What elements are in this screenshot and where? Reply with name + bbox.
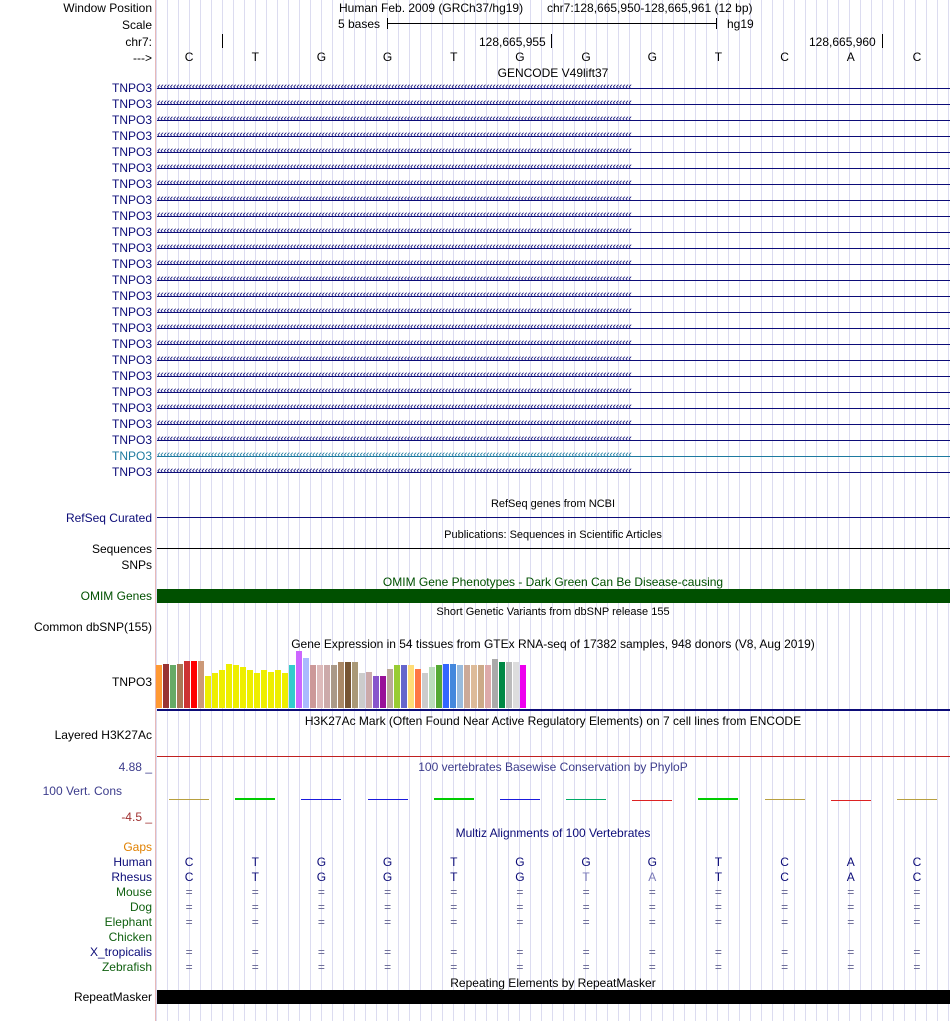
alignment-base: =: [714, 945, 722, 959]
strand-arrows: ‹‹‹‹‹‹‹‹‹‹‹‹‹‹‹‹‹‹‹‹‹‹‹‹‹‹‹‹‹‹‹‹‹‹‹‹‹‹‹‹‹‹‹‹‹‹‹‹‹‹‹‹‹‹‹‹‹‹‹‹‹‹‹‹‹‹‹‹‹‹‹‹‹‹‹‹‹‹‹‹‹‹‹‹‹‹‹‹‹‹‹‹‹‹‹‹‹‹‹‹‹‹‹‹‹‹‹‹‹‹‹‹‹‹‹‹‹‹‹‹‹‹‹‹‹‹‹‹‹‹‹‹‹‹‹‹‹‹‹‹‹‹‹‹‹‹‹‹‹‹: [157, 241, 632, 253]
alignment-base: =: [582, 945, 590, 959]
gencode-transcript-label[interactable]: TNPO3: [111, 193, 152, 207]
h3k27ac-track-title: H3K27Ac Mark (Often Found Near Active Regulatory Elements) on 7 cell lines from ENCODE: [304, 714, 802, 728]
gtex-tissue-bar[interactable]: [499, 662, 505, 708]
gencode-transcript-label[interactable]: TNPO3: [111, 129, 152, 143]
alignment-base: T: [582, 870, 590, 884]
alignment-base: =: [781, 915, 789, 929]
base-letter: G: [647, 50, 657, 64]
gtex-tissue-bar[interactable]: [464, 665, 470, 708]
gtex-tissue-bar[interactable]: [478, 665, 484, 708]
position-text: chr7:128,665,950-128,665,961 (12 bp): [547, 1, 753, 15]
alignment-base: =: [582, 885, 590, 899]
phylop-score-mark[interactable]: [434, 798, 474, 800]
alignment-base: =: [384, 915, 392, 929]
alignment-base: =: [384, 900, 392, 914]
gtex-tissue-bar[interactable]: [520, 665, 526, 708]
gencode-transcript-label[interactable]: TNPO3: [111, 305, 152, 319]
alignment-base: =: [317, 945, 325, 959]
publications-track-label[interactable]: Sequences: [91, 542, 152, 556]
alignment-base: =: [847, 900, 855, 914]
refseq-track-label[interactable]: RefSeq Curated: [65, 511, 152, 525]
gencode-transcript-label[interactable]: TNPO3: [111, 321, 152, 335]
gtex-tissue-bar[interactable]: [373, 676, 379, 708]
multiz-gaps-label: Gaps: [123, 840, 152, 854]
gencode-transcript-label[interactable]: TNPO3: [111, 97, 152, 111]
base-letter: C: [184, 50, 194, 64]
alignment-base: =: [251, 900, 259, 914]
gtex-tissue-bar[interactable]: [261, 670, 267, 708]
publications-line[interactable]: [157, 548, 950, 549]
gtex-tissue-bar[interactable]: [156, 665, 162, 708]
phylop-score-mark[interactable]: [368, 799, 408, 800]
alignment-base: C: [780, 870, 789, 884]
base-letter: C: [912, 50, 922, 64]
gtex-tissue-bar[interactable]: [401, 665, 407, 708]
strand-label: --->: [133, 51, 152, 65]
base-letter: G: [382, 50, 393, 64]
phylop-score-mark[interactable]: [169, 799, 209, 800]
gtex-tissue-bar[interactable]: [212, 673, 218, 708]
strand-arrows: ‹‹‹‹‹‹‹‹‹‹‹‹‹‹‹‹‹‹‹‹‹‹‹‹‹‹‹‹‹‹‹‹‹‹‹‹‹‹‹‹‹‹‹‹‹‹‹‹‹‹‹‹‹‹‹‹‹‹‹‹‹‹‹‹‹‹‹‹‹‹‹‹‹‹‹‹‹‹‹‹‹‹‹‹‹‹‹‹‹‹‹‹‹‹‹‹‹‹‹‹‹‹‹‹‹‹‹‹‹‹‹‹‹‹‹‹‹‹‹‹‹‹‹‹‹‹‹‹‹‹‹‹‹‹‹‹‹‹‹‹‹‹‹‹‹‹‹‹‹‹: [157, 433, 632, 445]
strand-arrows: ‹‹‹‹‹‹‹‹‹‹‹‹‹‹‹‹‹‹‹‹‹‹‹‹‹‹‹‹‹‹‹‹‹‹‹‹‹‹‹‹‹‹‹‹‹‹‹‹‹‹‹‹‹‹‹‹‹‹‹‹‹‹‹‹‹‹‹‹‹‹‹‹‹‹‹‹‹‹‹‹‹‹‹‹‹‹‹‹‹‹‹‹‹‹‹‹‹‹‹‹‹‹‹‹‹‹‹‹‹‹‹‹‹‹‹‹‹‹‹‹‹‹‹‹‹‹‹‹‹‹‹‹‹‹‹‹‹‹‹‹‹‹‹‹‹‹‹‹‹‹: [157, 113, 632, 125]
alignment-base: =: [781, 945, 789, 959]
alignment-base: =: [913, 915, 921, 929]
gtex-tissue-bar[interactable]: [219, 670, 225, 708]
dbsnp-track-label[interactable]: Common dbSNP(155): [33, 620, 152, 634]
chrom-label: chr7:: [125, 35, 152, 49]
gencode-transcript-label[interactable]: TNPO3: [111, 209, 152, 223]
strand-arrows: ‹‹‹‹‹‹‹‹‹‹‹‹‹‹‹‹‹‹‹‹‹‹‹‹‹‹‹‹‹‹‹‹‹‹‹‹‹‹‹‹‹‹‹‹‹‹‹‹‹‹‹‹‹‹‹‹‹‹‹‹‹‹‹‹‹‹‹‹‹‹‹‹‹‹‹‹‹‹‹‹‹‹‹‹‹‹‹‹‹‹‹‹‹‹‹‹‹‹‹‹‹‹‹‹‹‹‹‹‹‹‹‹‹‹‹‹‹‹‹‹‹‹‹‹‹‹‹‹‹‹‹‹‹‹‹‹‹‹‹‹‹‹‹‹‹‹‹‹‹‹: [157, 81, 632, 93]
alignment-base: =: [317, 900, 325, 914]
alignment-base: C: [912, 855, 922, 869]
alignment-base: =: [648, 960, 656, 974]
strand-arrows: ‹‹‹‹‹‹‹‹‹‹‹‹‹‹‹‹‹‹‹‹‹‹‹‹‹‹‹‹‹‹‹‹‹‹‹‹‹‹‹‹‹‹‹‹‹‹‹‹‹‹‹‹‹‹‹‹‹‹‹‹‹‹‹‹‹‹‹‹‹‹‹‹‹‹‹‹‹‹‹‹‹‹‹‹‹‹‹‹‹‹‹‹‹‹‹‹‹‹‹‹‹‹‹‹‹‹‹‹‹‹‹‹‹‹‹‹‹‹‹‹‹‹‹‹‹‹‹‹‹‹‹‹‹‹‹‹‹‹‹‹‹‹‹‹‹‹‹‹‹‹: [157, 321, 632, 333]
gtex-tissue-bar[interactable]: [387, 669, 393, 708]
ruler-tick: [551, 34, 552, 48]
gtex-tissue-bar[interactable]: [310, 665, 316, 708]
alignment-base: A: [648, 870, 657, 884]
alignment-base: =: [185, 885, 193, 899]
alignment-base: =: [317, 915, 325, 929]
phylop-score-mark[interactable]: [897, 799, 937, 800]
gencode-transcript-label[interactable]: TNPO3: [111, 385, 152, 399]
alignment-base: =: [450, 900, 458, 914]
alignment-base: =: [516, 960, 524, 974]
gencode-transcript-label[interactable]: TNPO3: [111, 177, 152, 191]
alignment-base: =: [516, 900, 524, 914]
gtex-tissue-bar[interactable]: [408, 665, 414, 708]
base-letter: G: [515, 50, 525, 64]
alignment-base: =: [781, 900, 789, 914]
gencode-transcript-label[interactable]: TNPO3: [111, 145, 152, 159]
gtex-tissue-bar[interactable]: [205, 676, 211, 708]
ruler-tick: [882, 34, 883, 48]
alignment-base: =: [317, 885, 325, 899]
strand-arrows: ‹‹‹‹‹‹‹‹‹‹‹‹‹‹‹‹‹‹‹‹‹‹‹‹‹‹‹‹‹‹‹‹‹‹‹‹‹‹‹‹‹‹‹‹‹‹‹‹‹‹‹‹‹‹‹‹‹‹‹‹‹‹‹‹‹‹‹‹‹‹‹‹‹‹‹‹‹‹‹‹‹‹‹‹‹‹‹‹‹‹‹‹‹‹‹‹‹‹‹‹‹‹‹‹‹‹‹‹‹‹‹‹‹‹‹‹‹‹‹‹‹‹‹‹‹‹‹‹‹‹‹‹‹‹‹‹‹‹‹‹‹‹‹‹‹‹‹‹‹‹: [157, 417, 632, 429]
gtex-tissue-bar[interactable]: [513, 662, 519, 708]
phylop-plot[interactable]: [156, 772, 950, 822]
strand-arrows: ‹‹‹‹‹‹‹‹‹‹‹‹‹‹‹‹‹‹‹‹‹‹‹‹‹‹‹‹‹‹‹‹‹‹‹‹‹‹‹‹‹‹‹‹‹‹‹‹‹‹‹‹‹‹‹‹‹‹‹‹‹‹‹‹‹‹‹‹‹‹‹‹‹‹‹‹‹‹‹‹‹‹‹‹‹‹‹‹‹‹‹‹‹‹‹‹‹‹‹‹‹‹‹‹‹‹‹‹‹‹‹‹‹‹‹‹‹‹‹‹‹‹‹‹‹‹‹‹‹‹‹‹‹‹‹‹‹‹‹‹‹‹‹‹‹‹‹‹‹‹: [157, 129, 632, 141]
gtex-expression-chart[interactable]: [156, 651, 556, 708]
alignment-base: =: [648, 915, 656, 929]
alignment-base: G: [382, 870, 393, 884]
alignment-base: =: [714, 900, 722, 914]
alignment-base: G: [647, 855, 657, 869]
species-label[interactable]: Zebrafish: [101, 960, 152, 974]
base-letter: T: [714, 50, 723, 64]
gtex-tissue-bar[interactable]: [338, 662, 344, 708]
gencode-transcript-label[interactable]: TNPO3: [111, 257, 152, 271]
gtex-tissue-bar[interactable]: [324, 665, 330, 708]
alignment-base: =: [516, 915, 524, 929]
alignment-base: =: [781, 885, 789, 899]
alignment-base: =: [582, 915, 590, 929]
multiz-track-title: Multiz Alignments of 100 Vertebrates: [455, 826, 651, 840]
refseq-track-title: RefSeq genes from NCBI: [490, 498, 616, 510]
strand-arrows: ‹‹‹‹‹‹‹‹‹‹‹‹‹‹‹‹‹‹‹‹‹‹‹‹‹‹‹‹‹‹‹‹‹‹‹‹‹‹‹‹‹‹‹‹‹‹‹‹‹‹‹‹‹‹‹‹‹‹‹‹‹‹‹‹‹‹‹‹‹‹‹‹‹‹‹‹‹‹‹‹‹‹‹‹‹‹‹‹‹‹‹‹‹‹‹‹‹‹‹‹‹‹‹‹‹‹‹‹‹‹‹‹‹‹‹‹‹‹‹‹‹‹‹‹‹‹‹‹‹‹‹‹‹‹‹‹‹‹‹‹‹‹‹‹‹‹‹‹‹‹: [157, 145, 632, 157]
alignment-base: =: [251, 885, 259, 899]
alignment-base: =: [913, 900, 921, 914]
alignment-base: C: [184, 855, 194, 869]
species-label[interactable]: X_tropicalis: [89, 945, 152, 959]
alignment-base: =: [450, 960, 458, 974]
strand-arrows: ‹‹‹‹‹‹‹‹‹‹‹‹‹‹‹‹‹‹‹‹‹‹‹‹‹‹‹‹‹‹‹‹‹‹‹‹‹‹‹‹‹‹‹‹‹‹‹‹‹‹‹‹‹‹‹‹‹‹‹‹‹‹‹‹‹‹‹‹‹‹‹‹‹‹‹‹‹‹‹‹‹‹‹‹‹‹‹‹‹‹‹‹‹‹‹‹‹‹‹‹‹‹‹‹‹‹‹‹‹‹‹‹‹‹‹‹‹‹‹‹‹‹‹‹‹‹‹‹‹‹‹‹‹‹‹‹‹‹‹‹‹‹‹‹‹‹‹‹‹‹: [157, 385, 632, 397]
strand-arrows: ‹‹‹‹‹‹‹‹‹‹‹‹‹‹‹‹‹‹‹‹‹‹‹‹‹‹‹‹‹‹‹‹‹‹‹‹‹‹‹‹‹‹‹‹‹‹‹‹‹‹‹‹‹‹‹‹‹‹‹‹‹‹‹‹‹‹‹‹‹‹‹‹‹‹‹‹‹‹‹‹‹‹‹‹‹‹‹‹‹‹‹‹‹‹‹‹‹‹‹‹‹‹‹‹‹‹‹‹‹‹‹‹‹‹‹‹‹‹‹‹‹‹‹‹‹‹‹‹‹‹‹‹‹‹‹‹‹‹‹‹‹‹‹‹‹‹‹‹‹‹: [157, 369, 632, 381]
gtex-tissue-bar[interactable]: [247, 670, 253, 708]
alignment-base: =: [317, 960, 325, 974]
strand-arrows: ‹‹‹‹‹‹‹‹‹‹‹‹‹‹‹‹‹‹‹‹‹‹‹‹‹‹‹‹‹‹‹‹‹‹‹‹‹‹‹‹‹‹‹‹‹‹‹‹‹‹‹‹‹‹‹‹‹‹‹‹‹‹‹‹‹‹‹‹‹‹‹‹‹‹‹‹‹‹‹‹‹‹‹‹‹‹‹‹‹‹‹‹‹‹‹‹‹‹‹‹‹‹‹‹‹‹‹‹‹‹‹‹‹‹‹‹‹‹‹‹‹‹‹‹‹‹‹‹‹‹‹‹‹‹‹‹‹‹‹‹‹‹‹‹‹‹‹‹‹‹: [157, 161, 632, 173]
gtex-tissue-bar[interactable]: [380, 676, 386, 708]
strand-arrows: ‹‹‹‹‹‹‹‹‹‹‹‹‹‹‹‹‹‹‹‹‹‹‹‹‹‹‹‹‹‹‹‹‹‹‹‹‹‹‹‹‹‹‹‹‹‹‹‹‹‹‹‹‹‹‹‹‹‹‹‹‹‹‹‹‹‹‹‹‹‹‹‹‹‹‹‹‹‹‹‹‹‹‹‹‹‹‹‹‹‹‹‹‹‹‹‹‹‹‹‹‹‹‹‹‹‹‹‹‹‹‹‹‹‹‹‹‹‹‹‹‹‹‹‹‹‹‹‹‹‹‹‹‹‹‹‹‹‹‹‹‹‹‹‹‹‹‹‹‹‹: [157, 193, 632, 205]
gtex-tissue-bar[interactable]: [233, 665, 239, 708]
gtex-tissue-bar[interactable]: [282, 673, 288, 708]
alignment-base: =: [185, 960, 193, 974]
strand-arrows: ‹‹‹‹‹‹‹‹‹‹‹‹‹‹‹‹‹‹‹‹‹‹‹‹‹‹‹‹‹‹‹‹‹‹‹‹‹‹‹‹‹‹‹‹‹‹‹‹‹‹‹‹‹‹‹‹‹‹‹‹‹‹‹‹‹‹‹‹‹‹‹‹‹‹‹‹‹‹‹‹‹‹‹‹‹‹‹‹‹‹‹‹‹‹‹‹‹‹‹‹‹‹‹‹‹‹‹‹‹‹‹‹‹‹‹‹‹‹‹‹‹‹‹‹‹‹‹‹‹‹‹‹‹‹‹‹‹‹‹‹‹‹‹‹‹‹‹‹‹‹: [157, 353, 632, 365]
phylop-score-mark[interactable]: [698, 798, 738, 800]
gencode-transcript-label[interactable]: TNPO3: [111, 113, 152, 127]
phylop-score-mark[interactable]: [566, 799, 606, 800]
species-label[interactable]: Elephant: [104, 915, 152, 929]
alignment-base: =: [384, 960, 392, 974]
scale-bar: [387, 18, 717, 29]
alignment-base: =: [714, 915, 722, 929]
gencode-transcript-label[interactable]: TNPO3: [111, 273, 152, 287]
alignment-base: A: [846, 870, 855, 884]
repeatmasker-bar[interactable]: [157, 990, 950, 1004]
ruler-coord-1: 128,665,955: [479, 35, 546, 49]
base-letter: A: [846, 50, 855, 64]
alignment-base: T: [714, 855, 723, 869]
gencode-transcript-label[interactable]: TNPO3: [111, 465, 152, 479]
assembly-text: Human Feb. 2009 (GRCh37/hg19): [339, 1, 524, 15]
strand-arrows: ‹‹‹‹‹‹‹‹‹‹‹‹‹‹‹‹‹‹‹‹‹‹‹‹‹‹‹‹‹‹‹‹‹‹‹‹‹‹‹‹‹‹‹‹‹‹‹‹‹‹‹‹‹‹‹‹‹‹‹‹‹‹‹‹‹‹‹‹‹‹‹‹‹‹‹‹‹‹‹‹‹‹‹‹‹‹‹‹‹‹‹‹‹‹‹‹‹‹‹‹‹‹‹‹‹‹‹‹‹‹‹‹‹‹‹‹‹‹‹‹‹‹‹‹‹‹‹‹‹‹‹‹‹‹‹‹‹‹‹‹‹‹‹‹‹‹‹‹‹‹: [157, 273, 632, 285]
alignment-base: =: [847, 945, 855, 959]
species-label[interactable]: Mouse: [115, 885, 152, 899]
alignment-base: =: [714, 960, 722, 974]
alignment-base: =: [251, 945, 259, 959]
gtex-tissue-bar[interactable]: [289, 665, 295, 708]
strand-arrows: ‹‹‹‹‹‹‹‹‹‹‹‹‹‹‹‹‹‹‹‹‹‹‹‹‹‹‹‹‹‹‹‹‹‹‹‹‹‹‹‹‹‹‹‹‹‹‹‹‹‹‹‹‹‹‹‹‹‹‹‹‹‹‹‹‹‹‹‹‹‹‹‹‹‹‹‹‹‹‹‹‹‹‹‹‹‹‹‹‹‹‹‹‹‹‹‹‹‹‹‹‹‹‹‹‹‹‹‹‹‹‹‹‹‹‹‹‹‹‹‹‹‹‹‹‹‹‹‹‹‹‹‹‹‹‹‹‹‹‹‹‹‹‹‹‹‹‹‹‹‹: [157, 449, 632, 461]
scale-label: Scale: [121, 18, 152, 32]
gtex-gene-line: [157, 709, 950, 711]
alignment-base: =: [384, 945, 392, 959]
gtex-tissue-bar[interactable]: [177, 664, 183, 708]
alignment-base: =: [648, 885, 656, 899]
gtex-tissue-bar[interactable]: [436, 665, 442, 708]
repeatmasker-track-title: Repeating Elements by RepeatMasker: [450, 976, 656, 990]
alignment-base: =: [450, 945, 458, 959]
gencode-transcript-label[interactable]: TNPO3: [111, 289, 152, 303]
alignment-base: =: [516, 945, 524, 959]
base-letter: T: [450, 50, 458, 64]
gtex-tissue-bar[interactable]: [485, 665, 491, 708]
strand-arrows: ‹‹‹‹‹‹‹‹‹‹‹‹‹‹‹‹‹‹‹‹‹‹‹‹‹‹‹‹‹‹‹‹‹‹‹‹‹‹‹‹‹‹‹‹‹‹‹‹‹‹‹‹‹‹‹‹‹‹‹‹‹‹‹‹‹‹‹‹‹‹‹‹‹‹‹‹‹‹‹‹‹‹‹‹‹‹‹‹‹‹‹‹‹‹‹‹‹‹‹‹‹‹‹‹‹‹‹‹‹‹‹‹‹‹‹‹‹‹‹‹‹‹‹‹‹‹‹‹‹‹‹‹‹‹‹‹‹‹‹‹‹‹‹‹‹‹‹‹‹‹: [157, 305, 632, 317]
alignment-base: =: [781, 960, 789, 974]
gtex-tissue-bar[interactable]: [422, 673, 428, 708]
gtex-tissue-bar[interactable]: [170, 665, 176, 708]
strand-arrows: ‹‹‹‹‹‹‹‹‹‹‹‹‹‹‹‹‹‹‹‹‹‹‹‹‹‹‹‹‹‹‹‹‹‹‹‹‹‹‹‹‹‹‹‹‹‹‹‹‹‹‹‹‹‹‹‹‹‹‹‹‹‹‹‹‹‹‹‹‹‹‹‹‹‹‹‹‹‹‹‹‹‹‹‹‹‹‹‹‹‹‹‹‹‹‹‹‹‹‹‹‹‹‹‹‹‹‹‹‹‹‹‹‹‹‹‹‹‹‹‹‹‹‹‹‹‹‹‹‹‹‹‹‹‹‹‹‹‹‹‹‹‹‹‹‹‹‹‹‹‹: [157, 225, 632, 237]
gtex-tissue-bar[interactable]: [366, 672, 372, 708]
omim-track-label[interactable]: OMIM Genes: [80, 589, 152, 603]
alignment-base: =: [251, 960, 259, 974]
alignment-base: =: [516, 885, 524, 899]
alignment-base: T: [251, 855, 259, 869]
gtex-tissue-bar[interactable]: [317, 665, 323, 708]
omim-track-title: OMIM Gene Phenotypes - Dark Green Can Be Disease-causing: [382, 575, 724, 589]
phylop-score-mark[interactable]: [765, 799, 805, 800]
phylop-score-mark[interactable]: [235, 798, 275, 800]
refseq-gene-line[interactable]: [157, 517, 950, 518]
strand-arrows: ‹‹‹‹‹‹‹‹‹‹‹‹‹‹‹‹‹‹‹‹‹‹‹‹‹‹‹‹‹‹‹‹‹‹‹‹‹‹‹‹‹‹‹‹‹‹‹‹‹‹‹‹‹‹‹‹‹‹‹‹‹‹‹‹‹‹‹‹‹‹‹‹‹‹‹‹‹‹‹‹‹‹‹‹‹‹‹‹‹‹‹‹‹‹‹‹‹‹‹‹‹‹‹‹‹‹‹‹‹‹‹‹‹‹‹‹‹‹‹‹‹‹‹‹‹‹‹‹‹‹‹‹‹‹‹‹‹‹‹‹‹‹‹‹‹‹‹‹‹‹: [157, 465, 632, 477]
alignment-base: T: [450, 870, 458, 884]
strand-arrows: ‹‹‹‹‹‹‹‹‹‹‹‹‹‹‹‹‹‹‹‹‹‹‹‹‹‹‹‹‹‹‹‹‹‹‹‹‹‹‹‹‹‹‹‹‹‹‹‹‹‹‹‹‹‹‹‹‹‹‹‹‹‹‹‹‹‹‹‹‹‹‹‹‹‹‹‹‹‹‹‹‹‹‹‹‹‹‹‹‹‹‹‹‹‹‹‹‹‹‹‹‹‹‹‹‹‹‹‹‹‹‹‹‹‹‹‹‹‹‹‹‹‹‹‹‹‹‹‹‹‹‹‹‹‹‹‹‹‹‹‹‹‹‹‹‹‹‹‹‹‹: [157, 257, 632, 269]
alignment-base: =: [185, 915, 193, 929]
publications-track-title: Publications: Sequences in Scientific Articles: [444, 529, 662, 541]
alignment-base: =: [847, 885, 855, 899]
gtex-tissue-bar[interactable]: [226, 664, 232, 708]
alignment-base: =: [582, 960, 590, 974]
gencode-transcript-label[interactable]: TNPO3: [111, 449, 152, 463]
strand-arrows: ‹‹‹‹‹‹‹‹‹‹‹‹‹‹‹‹‹‹‹‹‹‹‹‹‹‹‹‹‹‹‹‹‹‹‹‹‹‹‹‹‹‹‹‹‹‹‹‹‹‹‹‹‹‹‹‹‹‹‹‹‹‹‹‹‹‹‹‹‹‹‹‹‹‹‹‹‹‹‹‹‹‹‹‹‹‹‹‹‹‹‹‹‹‹‹‹‹‹‹‹‹‹‹‹‹‹‹‹‹‹‹‹‹‹‹‹‹‹‹‹‹‹‹‹‹‹‹‹‹‹‹‹‹‹‹‹‹‹‹‹‹‹‹‹‹‹‹‹‹‹: [157, 401, 632, 413]
gtex-track-label[interactable]: TNPO3: [111, 675, 152, 689]
alignment-base: =: [582, 900, 590, 914]
strand-arrows: ‹‹‹‹‹‹‹‹‹‹‹‹‹‹‹‹‹‹‹‹‹‹‹‹‹‹‹‹‹‹‹‹‹‹‹‹‹‹‹‹‹‹‹‹‹‹‹‹‹‹‹‹‹‹‹‹‹‹‹‹‹‹‹‹‹‹‹‹‹‹‹‹‹‹‹‹‹‹‹‹‹‹‹‹‹‹‹‹‹‹‹‹‹‹‹‹‹‹‹‹‹‹‹‹‹‹‹‹‹‹‹‹‹‹‹‹‹‹‹‹‹‹‹‹‹‹‹‹‹‹‹‹‹‹‹‹‹‹‹‹‹‹‹‹‹‹‹‹‹‹: [157, 97, 632, 109]
gtex-tissue-bar[interactable]: [457, 665, 463, 708]
alignment-base: G: [316, 870, 327, 884]
gencode-transcript-label[interactable]: TNPO3: [111, 241, 152, 255]
gencode-transcript-label[interactable]: TNPO3: [111, 433, 152, 447]
species-label[interactable]: Human: [113, 855, 152, 869]
phylop-ymax-label: 4.88 _: [118, 760, 152, 774]
alignment-base: G: [515, 870, 525, 884]
phylop-score-mark[interactable]: [831, 800, 871, 801]
gtex-tissue-bar[interactable]: [268, 672, 274, 708]
strand-arrows: ‹‹‹‹‹‹‹‹‹‹‹‹‹‹‹‹‹‹‹‹‹‹‹‹‹‹‹‹‹‹‹‹‹‹‹‹‹‹‹‹‹‹‹‹‹‹‹‹‹‹‹‹‹‹‹‹‹‹‹‹‹‹‹‹‹‹‹‹‹‹‹‹‹‹‹‹‹‹‹‹‹‹‹‹‹‹‹‹‹‹‹‹‹‹‹‹‹‹‹‹‹‹‹‹‹‹‹‹‹‹‹‹‹‹‹‹‹‹‹‹‹‹‹‹‹‹‹‹‹‹‹‹‹‹‹‹‹‹‹‹‹‹‹‹‹‹‹‹‹‹: [157, 289, 632, 301]
h3k27ac-track-label[interactable]: Layered H3K27Ac: [54, 728, 152, 742]
alignment-base: =: [847, 915, 855, 929]
db-text: hg19: [727, 17, 754, 31]
phylop-track-label[interactable]: 100 Vert. Cons: [42, 784, 122, 798]
gencode-transcript-label[interactable]: TNPO3: [111, 353, 152, 367]
gtex-tissue-bar[interactable]: [352, 662, 358, 708]
base-letter: C: [780, 50, 789, 64]
gtex-tissue-bar[interactable]: [471, 665, 477, 708]
gtex-tissue-bar[interactable]: [303, 658, 309, 708]
alignment-base: =: [714, 885, 722, 899]
alignment-base: =: [251, 915, 259, 929]
alignment-base: =: [648, 945, 656, 959]
gtex-tissue-bar[interactable]: [240, 667, 246, 708]
strand-arrows: ‹‹‹‹‹‹‹‹‹‹‹‹‹‹‹‹‹‹‹‹‹‹‹‹‹‹‹‹‹‹‹‹‹‹‹‹‹‹‹‹‹‹‹‹‹‹‹‹‹‹‹‹‹‹‹‹‹‹‹‹‹‹‹‹‹‹‹‹‹‹‹‹‹‹‹‹‹‹‹‹‹‹‹‹‹‹‹‹‹‹‹‹‹‹‹‹‹‹‹‹‹‹‹‹‹‹‹‹‹‹‹‹‹‹‹‹‹‹‹‹‹‹‹‹‹‹‹‹‹‹‹‹‹‹‹‹‹‹‹‹‹‹‹‹‹‹‹‹‹‹: [157, 209, 632, 221]
gtex-tissue-bar[interactable]: [191, 661, 197, 708]
h3k27ac-signal-line[interactable]: [157, 756, 950, 757]
scale-text: 5 bases: [338, 17, 381, 31]
ruler-tick: [222, 34, 223, 48]
gtex-tissue-bar[interactable]: [506, 662, 512, 708]
gtex-tissue-bar[interactable]: [492, 659, 498, 708]
alignment-base: =: [913, 885, 921, 899]
gtex-tissue-bar[interactable]: [163, 664, 169, 708]
phylop-track-title: 100 vertebrates Basewise Conservation by PhyloP: [418, 760, 688, 774]
gtex-tissue-bar[interactable]: [184, 661, 190, 708]
gtex-track-title: Gene Expression in 54 tissues from GTEx RNA-seq of 17382 samples, 948 donors (V8, Aug 2019): [291, 637, 815, 651]
alignment-base: G: [515, 855, 525, 869]
gencode-transcript-label[interactable]: TNPO3: [111, 417, 152, 431]
alignment-base: =: [450, 885, 458, 899]
base-letter: T: [251, 50, 259, 64]
gtex-tissue-bar[interactable]: [359, 673, 365, 708]
alignment-base: =: [384, 885, 392, 899]
alignment-base: =: [185, 945, 193, 959]
species-label[interactable]: Chicken: [108, 930, 152, 944]
gtex-tissue-bar[interactable]: [443, 664, 449, 708]
alignment-base: =: [847, 960, 855, 974]
strand-arrows: ‹‹‹‹‹‹‹‹‹‹‹‹‹‹‹‹‹‹‹‹‹‹‹‹‹‹‹‹‹‹‹‹‹‹‹‹‹‹‹‹‹‹‹‹‹‹‹‹‹‹‹‹‹‹‹‹‹‹‹‹‹‹‹‹‹‹‹‹‹‹‹‹‹‹‹‹‹‹‹‹‹‹‹‹‹‹‹‹‹‹‹‹‹‹‹‹‹‹‹‹‹‹‹‹‹‹‹‹‹‹‹‹‹‹‹‹‹‹‹‹‹‹‹‹‹‹‹‹‹‹‹‹‹‹‹‹‹‹‹‹‹‹‹‹‹‹‹‹‹‹: [157, 337, 632, 349]
gtex-tissue-bar[interactable]: [296, 651, 302, 708]
gtex-tissue-bar[interactable]: [198, 661, 204, 708]
alignment-base: =: [913, 960, 921, 974]
gtex-tissue-bar[interactable]: [450, 664, 456, 708]
gtex-tissue-bar[interactable]: [394, 665, 400, 708]
alignment-base: C: [780, 855, 789, 869]
gencode-transcript-label[interactable]: TNPO3: [111, 225, 152, 239]
phylop-score-mark[interactable]: [632, 800, 672, 801]
dbsnp-track-title: Short Genetic Variants from dbSNP release 155: [436, 606, 670, 618]
alignment-base: =: [450, 915, 458, 929]
phylop-score-mark[interactable]: [500, 799, 540, 800]
alignment-base: G: [382, 855, 393, 869]
alignment-base: G: [316, 855, 327, 869]
gencode-transcript-label[interactable]: TNPO3: [111, 337, 152, 351]
repeatmasker-track-label[interactable]: RepeatMasker: [73, 990, 152, 1004]
alignment-base: G: [581, 855, 591, 869]
ruler-coord-2: 128,665,960: [809, 35, 876, 49]
species-label[interactable]: Rhesus: [111, 870, 152, 884]
phylop-score-mark[interactable]: [301, 799, 341, 800]
base-letter: G: [581, 50, 591, 64]
alignment-base: T: [251, 870, 259, 884]
alignment-base: T: [450, 855, 458, 869]
alignment-base: =: [648, 900, 656, 914]
alignment-base: C: [184, 870, 194, 884]
phylop-ymin-label: -4.5 _: [121, 810, 152, 824]
alignment-base: T: [714, 870, 723, 884]
strand-arrows: ‹‹‹‹‹‹‹‹‹‹‹‹‹‹‹‹‹‹‹‹‹‹‹‹‹‹‹‹‹‹‹‹‹‹‹‹‹‹‹‹‹‹‹‹‹‹‹‹‹‹‹‹‹‹‹‹‹‹‹‹‹‹‹‹‹‹‹‹‹‹‹‹‹‹‹‹‹‹‹‹‹‹‹‹‹‹‹‹‹‹‹‹‹‹‹‹‹‹‹‹‹‹‹‹‹‹‹‹‹‹‹‹‹‹‹‹‹‹‹‹‹‹‹‹‹‹‹‹‹‹‹‹‹‹‹‹‹‹‹‹‹‹‹‹‹‹‹‹‹‹: [157, 177, 632, 189]
gtex-tissue-bar[interactable]: [254, 673, 260, 708]
gtex-tissue-bar[interactable]: [415, 669, 421, 708]
alignment-base: A: [846, 855, 855, 869]
gencode-transcript-label[interactable]: TNPO3: [111, 369, 152, 383]
alignment-base: C: [912, 870, 922, 884]
gtex-tissue-bar[interactable]: [331, 665, 337, 708]
alignment-base: =: [185, 900, 193, 914]
gencode-transcript-label[interactable]: TNPO3: [111, 161, 152, 175]
base-letter: G: [316, 50, 327, 64]
window-position-label: Window Position: [63, 1, 152, 15]
alignment-base: =: [913, 945, 921, 959]
snps-label[interactable]: SNPs: [121, 558, 152, 572]
species-label[interactable]: Dog: [129, 900, 152, 914]
gencode-track-title: GENCODE V49lift37: [497, 66, 609, 80]
gencode-transcript-label[interactable]: TNPO3: [111, 81, 152, 95]
gtex-tissue-bar[interactable]: [429, 667, 435, 708]
gtex-tissue-bar[interactable]: [345, 662, 351, 708]
gencode-transcript-label[interactable]: TNPO3: [111, 401, 152, 415]
omim-gene-bar[interactable]: [157, 589, 950, 603]
gtex-tissue-bar[interactable]: [275, 670, 281, 708]
